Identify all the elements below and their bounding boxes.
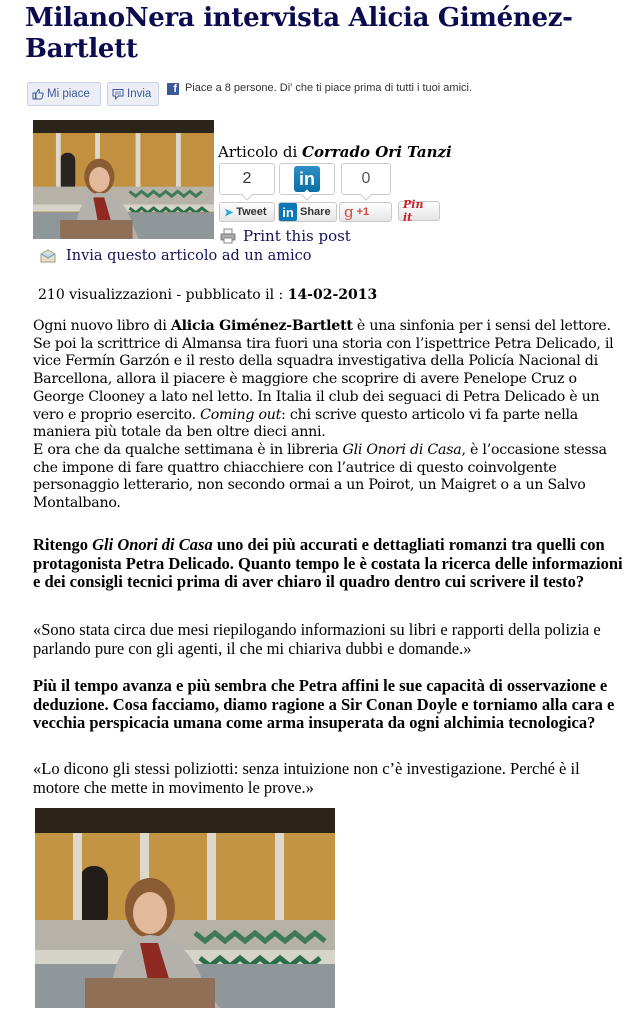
- byline-prefix: Articolo di: [218, 143, 298, 161]
- view-count: 210 visualizzazioni - pubblicato il :: [38, 287, 284, 303]
- linkedin-logo-icon: in: [294, 166, 320, 192]
- article-photo-image: [35, 808, 335, 1008]
- linkedin-share-button[interactable]: [278, 202, 337, 222]
- publish-date: 14-02-2013: [287, 287, 378, 303]
- question-text: uno dei più accurati e dettagliati romanzi tra quelli con protagonista Petra Delicado. Quanto tempo le è costata la ricerca delle informazioni e dei consigli tecnici prima di aver chiaro il quadro dentro cui scrivere il testo?: [33, 535, 623, 591]
- facebook-logo-icon: f: [167, 83, 179, 95]
- interview-answer-1: «Sono stata circa due mesi riepilogando informazioni su libri e rapporti della polizia e parlando pure con gli agenti, il che mi chiariva dubbi e domande.»: [33, 620, 601, 658]
- gplus-count-bubble: 0: [341, 163, 391, 195]
- printer-icon: [220, 228, 236, 244]
- tweet-label: Tweet: [236, 206, 267, 218]
- facebook-like-label: Mi piace: [47, 88, 90, 100]
- linkedin-count-bubble: [279, 163, 335, 195]
- facebook-like-button[interactable]: [27, 82, 101, 106]
- intro-text: , è l’occasione stessa che impone di fare quattro chiacchiere con l’autrice di questo coinvolgente personaggio letterario, non secondo ormai a un Poirot, un Maigret o a un Salvo Montalbano.: [33, 441, 607, 512]
- facebook-social-text: Piace a 8 persone. Di' che ti piace prima di tutti i tuoi amici.: [185, 82, 473, 94]
- envelope-icon: [40, 249, 56, 263]
- facebook-send-label: Invia: [127, 88, 152, 100]
- gplus-label: +1: [356, 206, 370, 218]
- google-plus-icon: g: [344, 203, 354, 221]
- tweet-count-bubble: 2: [219, 163, 275, 195]
- share-label: Share: [300, 206, 331, 218]
- intro-italic: Coming out: [200, 406, 282, 423]
- intro-text: Ogni nuovo libro di: [33, 318, 171, 334]
- author-byline: [218, 143, 452, 161]
- intro-author-name: Alicia Giménez-Bartlett: [170, 318, 353, 334]
- print-post-link[interactable]: [220, 227, 351, 245]
- pinterest-pin-button[interactable]: Pin it: [398, 201, 440, 221]
- author-photo-image: [33, 120, 214, 239]
- intro-text: E ora che da qualche settimana è in libreria: [33, 441, 343, 458]
- facebook-send-button[interactable]: [107, 82, 159, 106]
- book-title: Gli Onori di Casa: [92, 535, 213, 554]
- article-intro: [33, 318, 623, 513]
- interview-question-1: [33, 536, 623, 592]
- article-meta: [38, 287, 377, 303]
- intro-text: : chi scrive questo articolo vi fa parte nella maniera più totale da ben oltre dieci anni.: [33, 406, 578, 441]
- author-photo: [33, 120, 214, 239]
- email-article-link[interactable]: [40, 248, 312, 264]
- twitter-bird-icon: ➤: [224, 206, 234, 219]
- interview-answer-2: «Lo dicono gli stessi poliziotti: senza intuizione non c’è investigazione. Perché è il motore che mette in movimento le prove.»: [33, 759, 580, 797]
- google-plus-button[interactable]: [339, 202, 392, 222]
- print-post-label: Print this post: [243, 227, 351, 245]
- question-text: Ritengo: [33, 535, 93, 554]
- book-title: Gli Onori di Casa: [342, 441, 462, 458]
- thumbs-up-icon: [32, 88, 44, 100]
- article-photo: [35, 808, 335, 1008]
- email-article-label: Invia questo articolo ad un amico: [66, 248, 312, 264]
- speech-bubble-icon: [112, 88, 124, 100]
- tweet-button[interactable]: [219, 202, 275, 222]
- author-name[interactable]: Corrado Ori Tanzi: [302, 143, 452, 161]
- intro-text: è una sinfonia per i sensi del lettore. Se poi la scrittrice di Almansa tira fuori una storia con l’ispettrice Petra Delicado, il vice Fermín Garzón e il resto della squadra investigativa della Policía Nacional di Barcellona, allora il piacere è maggiore che scoprire di avere Penelope Cruz o George Clooney a lato nel letto. In Italia il club dei seguaci di Petra Delicado è un vero e proprio esercito.: [33, 318, 614, 423]
- interview-question-2: Più il tempo avanza e più sembra che Petra affini le sue capacità di osservazione e deduzione. Cosa facciamo, diamo ragione a Sir Conan Doyle e torniamo alla cara e vecchia perspicacia umana come arma insuperata da ogni alchimia tecnologica?: [33, 676, 615, 732]
- article-title: MilanoNera intervista Alicia Giménez-Bartlett: [25, 3, 573, 64]
- linkedin-icon: in: [279, 203, 297, 221]
